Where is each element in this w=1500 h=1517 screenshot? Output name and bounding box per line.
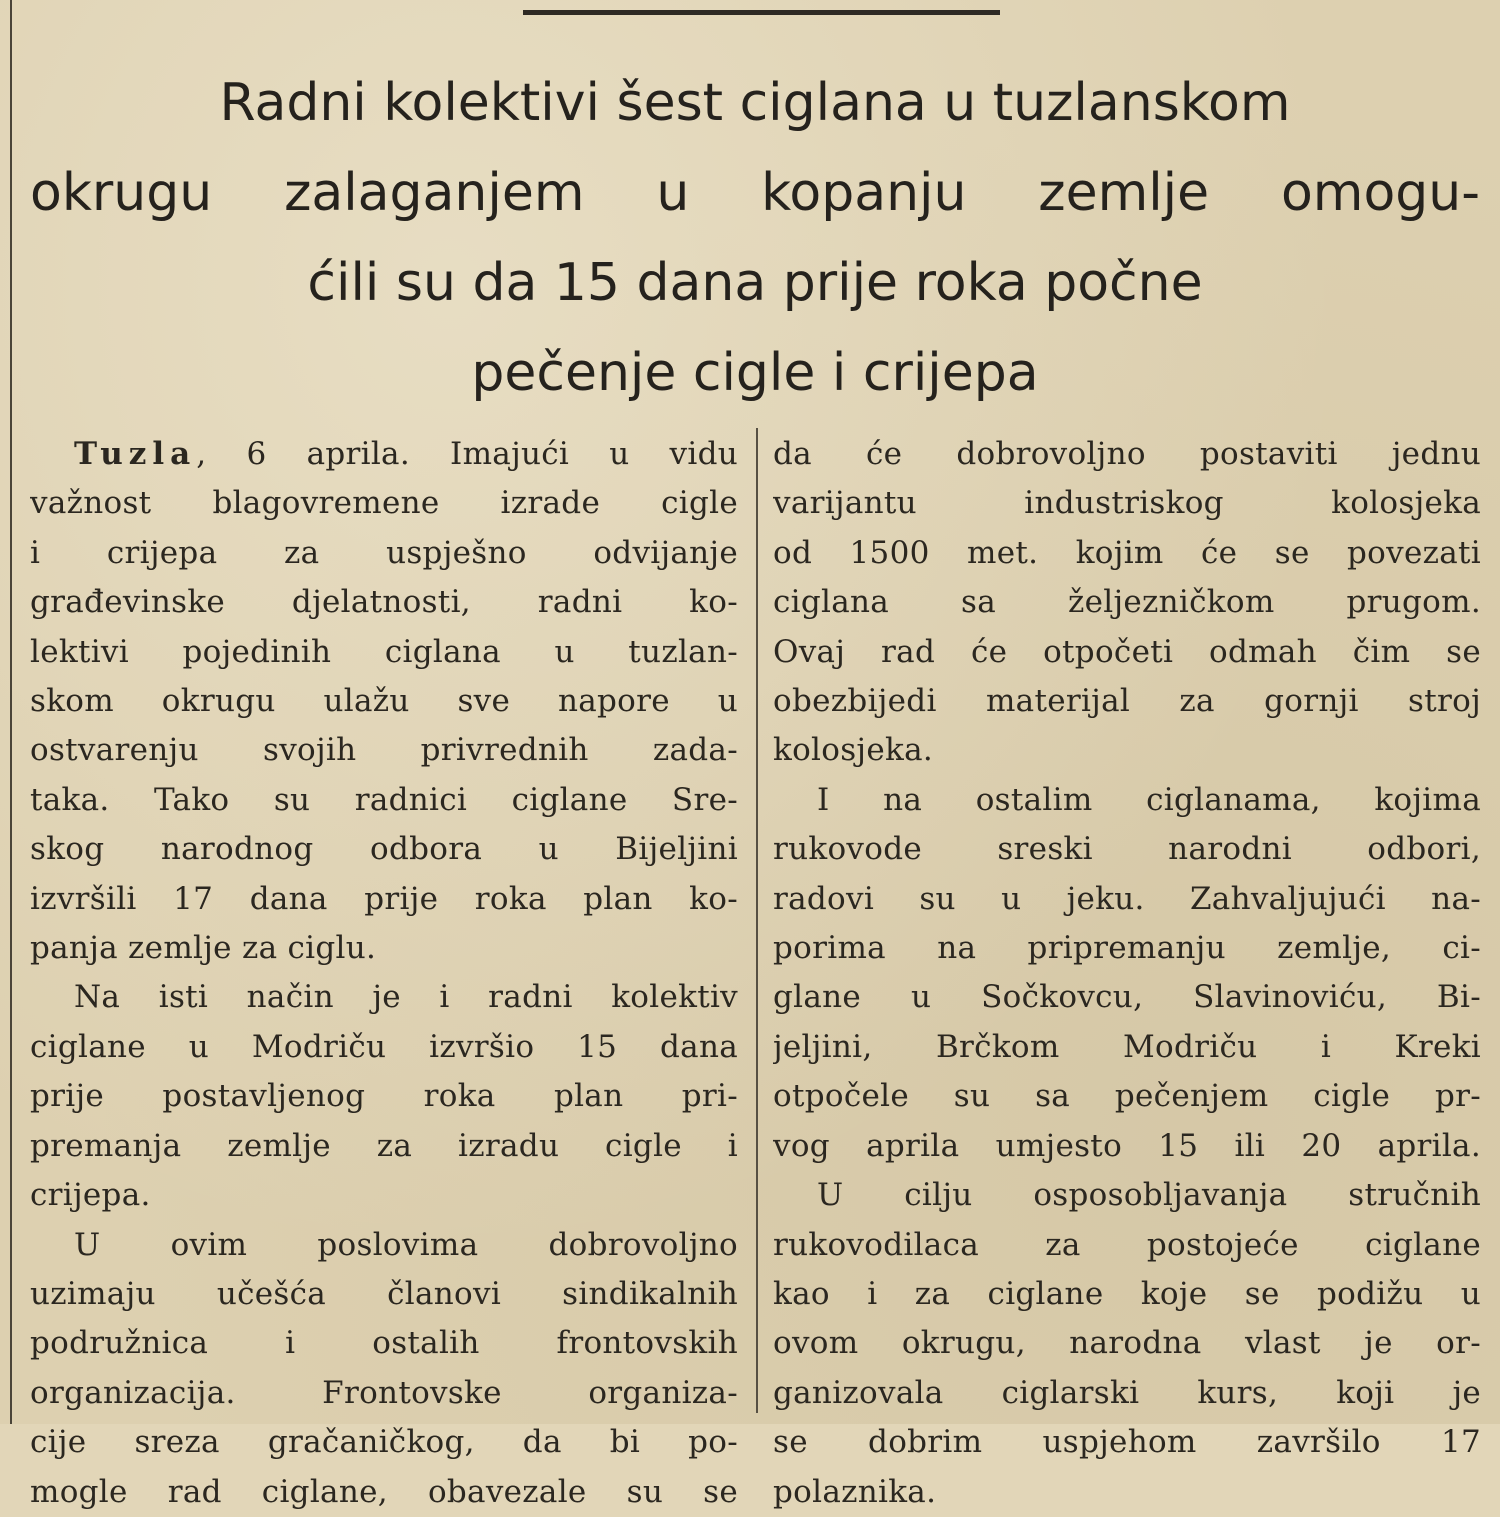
body-line-text: , 6 aprila. Imajući u vidu — [196, 436, 738, 472]
body-line: kao i za ciglane koje se podižu u — [773, 1275, 1481, 1312]
left-column-rule — [10, 0, 12, 1424]
body-line: lektivi pojedinih ciglana u tuzlan- — [30, 633, 738, 670]
top-separator-rule — [523, 10, 1000, 15]
headline-line: okrugu zalaganjem u kopanju zemlje omogu- — [30, 163, 1480, 223]
body-line: građevinske djelatnosti, radni ko- — [30, 584, 738, 621]
body-line: premanja zemlje za izradu cigle i — [30, 1127, 738, 1164]
body-line: otpočele su sa pečenjem cigle pr- — [773, 1078, 1481, 1115]
dateline: Tuzla — [74, 436, 197, 472]
body-line: U ovim poslovima dobrovoljno — [74, 1226, 738, 1263]
headline-line: ćili su da 15 dana prije roka počne — [307, 253, 1203, 313]
headline-line: pečenje cigle i crijepa — [471, 343, 1039, 403]
article-body-left-column — [30, 430, 738, 1517]
body-line: jeljini, Brčkom Modriču i Kreki — [773, 1028, 1481, 1065]
body-line: ostvarenju svojih privrednih zada- — [30, 732, 738, 769]
body-line: se dobrim uspjehom završilo 17 — [773, 1424, 1481, 1461]
body-line: glane u Sočkovcu, Slavinoviću, Bi- — [773, 979, 1481, 1016]
body-line: varijantu industriskog kolosjeka — [773, 485, 1481, 522]
body-line: kolosjeka. — [773, 732, 934, 769]
body-line: izvršili 17 dana prije roka plan ko- — [30, 880, 738, 917]
body-line: organizacija. Frontovske organiza- — [30, 1374, 738, 1411]
body-line: polaznika. — [773, 1473, 937, 1510]
body-line: prije postavljenog roka plan pri- — [30, 1078, 738, 1115]
body-line: skog narodnog odbora u Bijeljini — [30, 831, 738, 868]
body-line: od 1500 met. kojim će se povezati — [773, 534, 1481, 571]
body-line: mogle rad ciglane, obavezale su se — [30, 1473, 738, 1510]
article-body-right-column — [773, 430, 1481, 1517]
body-line: taka. Tako su radnici ciglane Sre- — [30, 781, 738, 818]
body-line: ganizovala ciglarski kurs, koji je — [773, 1374, 1481, 1411]
body-line: crijepa. — [30, 1177, 151, 1214]
column-divider — [756, 428, 758, 1413]
body-line: rukovodilaca za postojeće ciglane — [773, 1226, 1481, 1263]
body-line — [30, 430, 738, 479]
body-line: vog aprila umjesto 15 ili 20 aprila. — [773, 1127, 1481, 1164]
body-line: ciglane u Modriču izvršio 15 dana — [30, 1028, 738, 1065]
body-line: uzimaju učešća članovi sindikalnih — [30, 1275, 738, 1312]
body-line: Ovaj rad će otpočeti odmah čim se — [773, 633, 1481, 670]
body-line: ovom okrugu, narodna vlast je or- — [773, 1325, 1481, 1362]
body-line: radovi su u jeku. Zahvaljujući na- — [773, 880, 1481, 917]
body-line: U cilju osposobljavanja stručnih — [817, 1177, 1481, 1214]
body-line: cije sreza gračaničkog, da bi po- — [30, 1424, 738, 1461]
body-line: da će dobrovoljno postaviti jednu — [773, 436, 1481, 472]
body-line: Na isti način je i radni kolektiv — [74, 979, 738, 1016]
body-line: I na ostalim ciglanama, kojima — [817, 781, 1481, 818]
article-headline — [30, 58, 1480, 418]
body-line: i crijepa za uspješno odvijanje — [30, 534, 738, 571]
body-line: panja zemlje za ciglu. — [30, 930, 377, 967]
body-line: podružnica i ostalih frontovskih — [30, 1325, 738, 1362]
body-line: važnost blagovremene izrade cigle — [30, 485, 738, 522]
body-line: obezbijedi materijal za gornji stroj — [773, 683, 1481, 720]
body-line: porima na pripremanju zemlje, ci- — [773, 930, 1481, 967]
headline-line: Radni kolektivi šest ciglana u tuzlanskom — [219, 73, 1291, 133]
body-line: ciglana sa željezničkom prugom. — [773, 584, 1481, 621]
body-line: skom okrugu ulažu sve napore u — [30, 683, 738, 720]
body-line: rukovode sreski narodni odbori, — [773, 831, 1481, 868]
